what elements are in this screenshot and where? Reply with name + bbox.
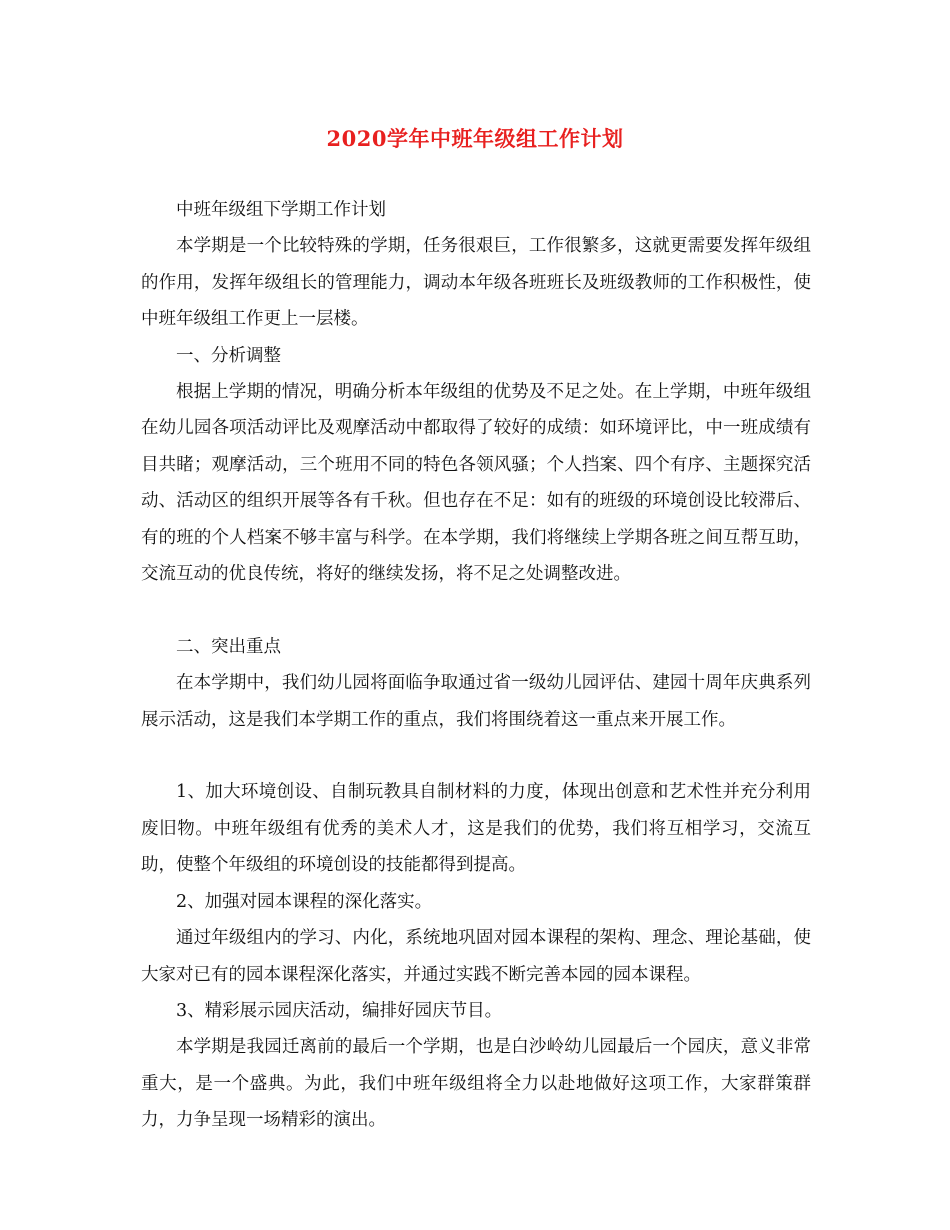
- document-title: 2020学年中班年级组工作计划: [326, 126, 624, 151]
- document-body: [141, 192, 811, 1139]
- section-1-paragraph: 根据上学期的情况，明确分析本年级组的优势及不足之处。在上学期，中班年级组在幼儿园各项活动评比及观摩活动中都取得了较好的成绩：如环境评比，中一班成绩有目共睹；观摩活动，三个班用不同的特色各领风骚；个人挡案、四个有序、主题探究活动、活动区的组织开展等各有千秋。但也存在不足：如有的班级的环境创设比较滞后、有的班的个人档案不够丰富与科学。在本学期，我们将继续上学期各班之间互帮互助，交流互动的优良传统，将好的继续发扬，将不足之处调整改进。: [141, 382, 811, 585]
- item-1-paragraph: 1、加大环境创设、自制玩教具自制材料的力度，体现出创意和艺术性并充分利用废旧物。中班年级组有优秀的美术人才，这是我们的优势，我们将互相学习，交流互助，使整个年级组的环境创设的技能都得到提高。: [141, 782, 811, 876]
- item-2-paragraph: 通过年级组内的学习、内化，系统地巩固对园本课程的架构、理念、理论基础，使大家对已有的园本课程深化落实，并通过实践不断完善本园的园本课程。: [141, 928, 811, 985]
- paragraph-gap: [141, 592, 811, 628]
- item-3-paragraph: 本学期是我园迁离前的最后一个学期，也是白沙岭幼儿园最后一个园庆，意义非常重大，是一个盛典。为此，我们中班年级组将全力以赴地做好这项工作，大家群策群力，力争呈现一场精彩的演出。: [141, 1037, 811, 1131]
- paragraph-gap: [141, 738, 811, 774]
- section-2-heading: 二、突出重点: [176, 636, 281, 657]
- item-3-heading: 3、精彩展示园庆活动，编排好园庆节目。: [176, 1000, 503, 1021]
- section-1-heading: 一、分析调整: [176, 345, 281, 366]
- intro-paragraph: 本学期是一个比较特殊的学期，任务很艰巨，工作很繁多，这就更需要发挥年级组的作用，发挥年级组长的管理能力，调动本年级各班班长及班级教师的工作积极性，使中班年级组工作更上一层楼。: [141, 236, 811, 330]
- item-2-heading: 2、加强对园本课程的深化落实。: [176, 891, 433, 912]
- section-2-paragraph: 在本学期中，我们幼儿园将面临争取通过省一级幼儿园评估、建园十周年庆典系列展示活动，这是我们本学期工作的重点，我们将围绕着这一重点来开展工作。: [141, 673, 811, 730]
- document-subtitle: 中班年级组下学期工作计划: [176, 200, 386, 220]
